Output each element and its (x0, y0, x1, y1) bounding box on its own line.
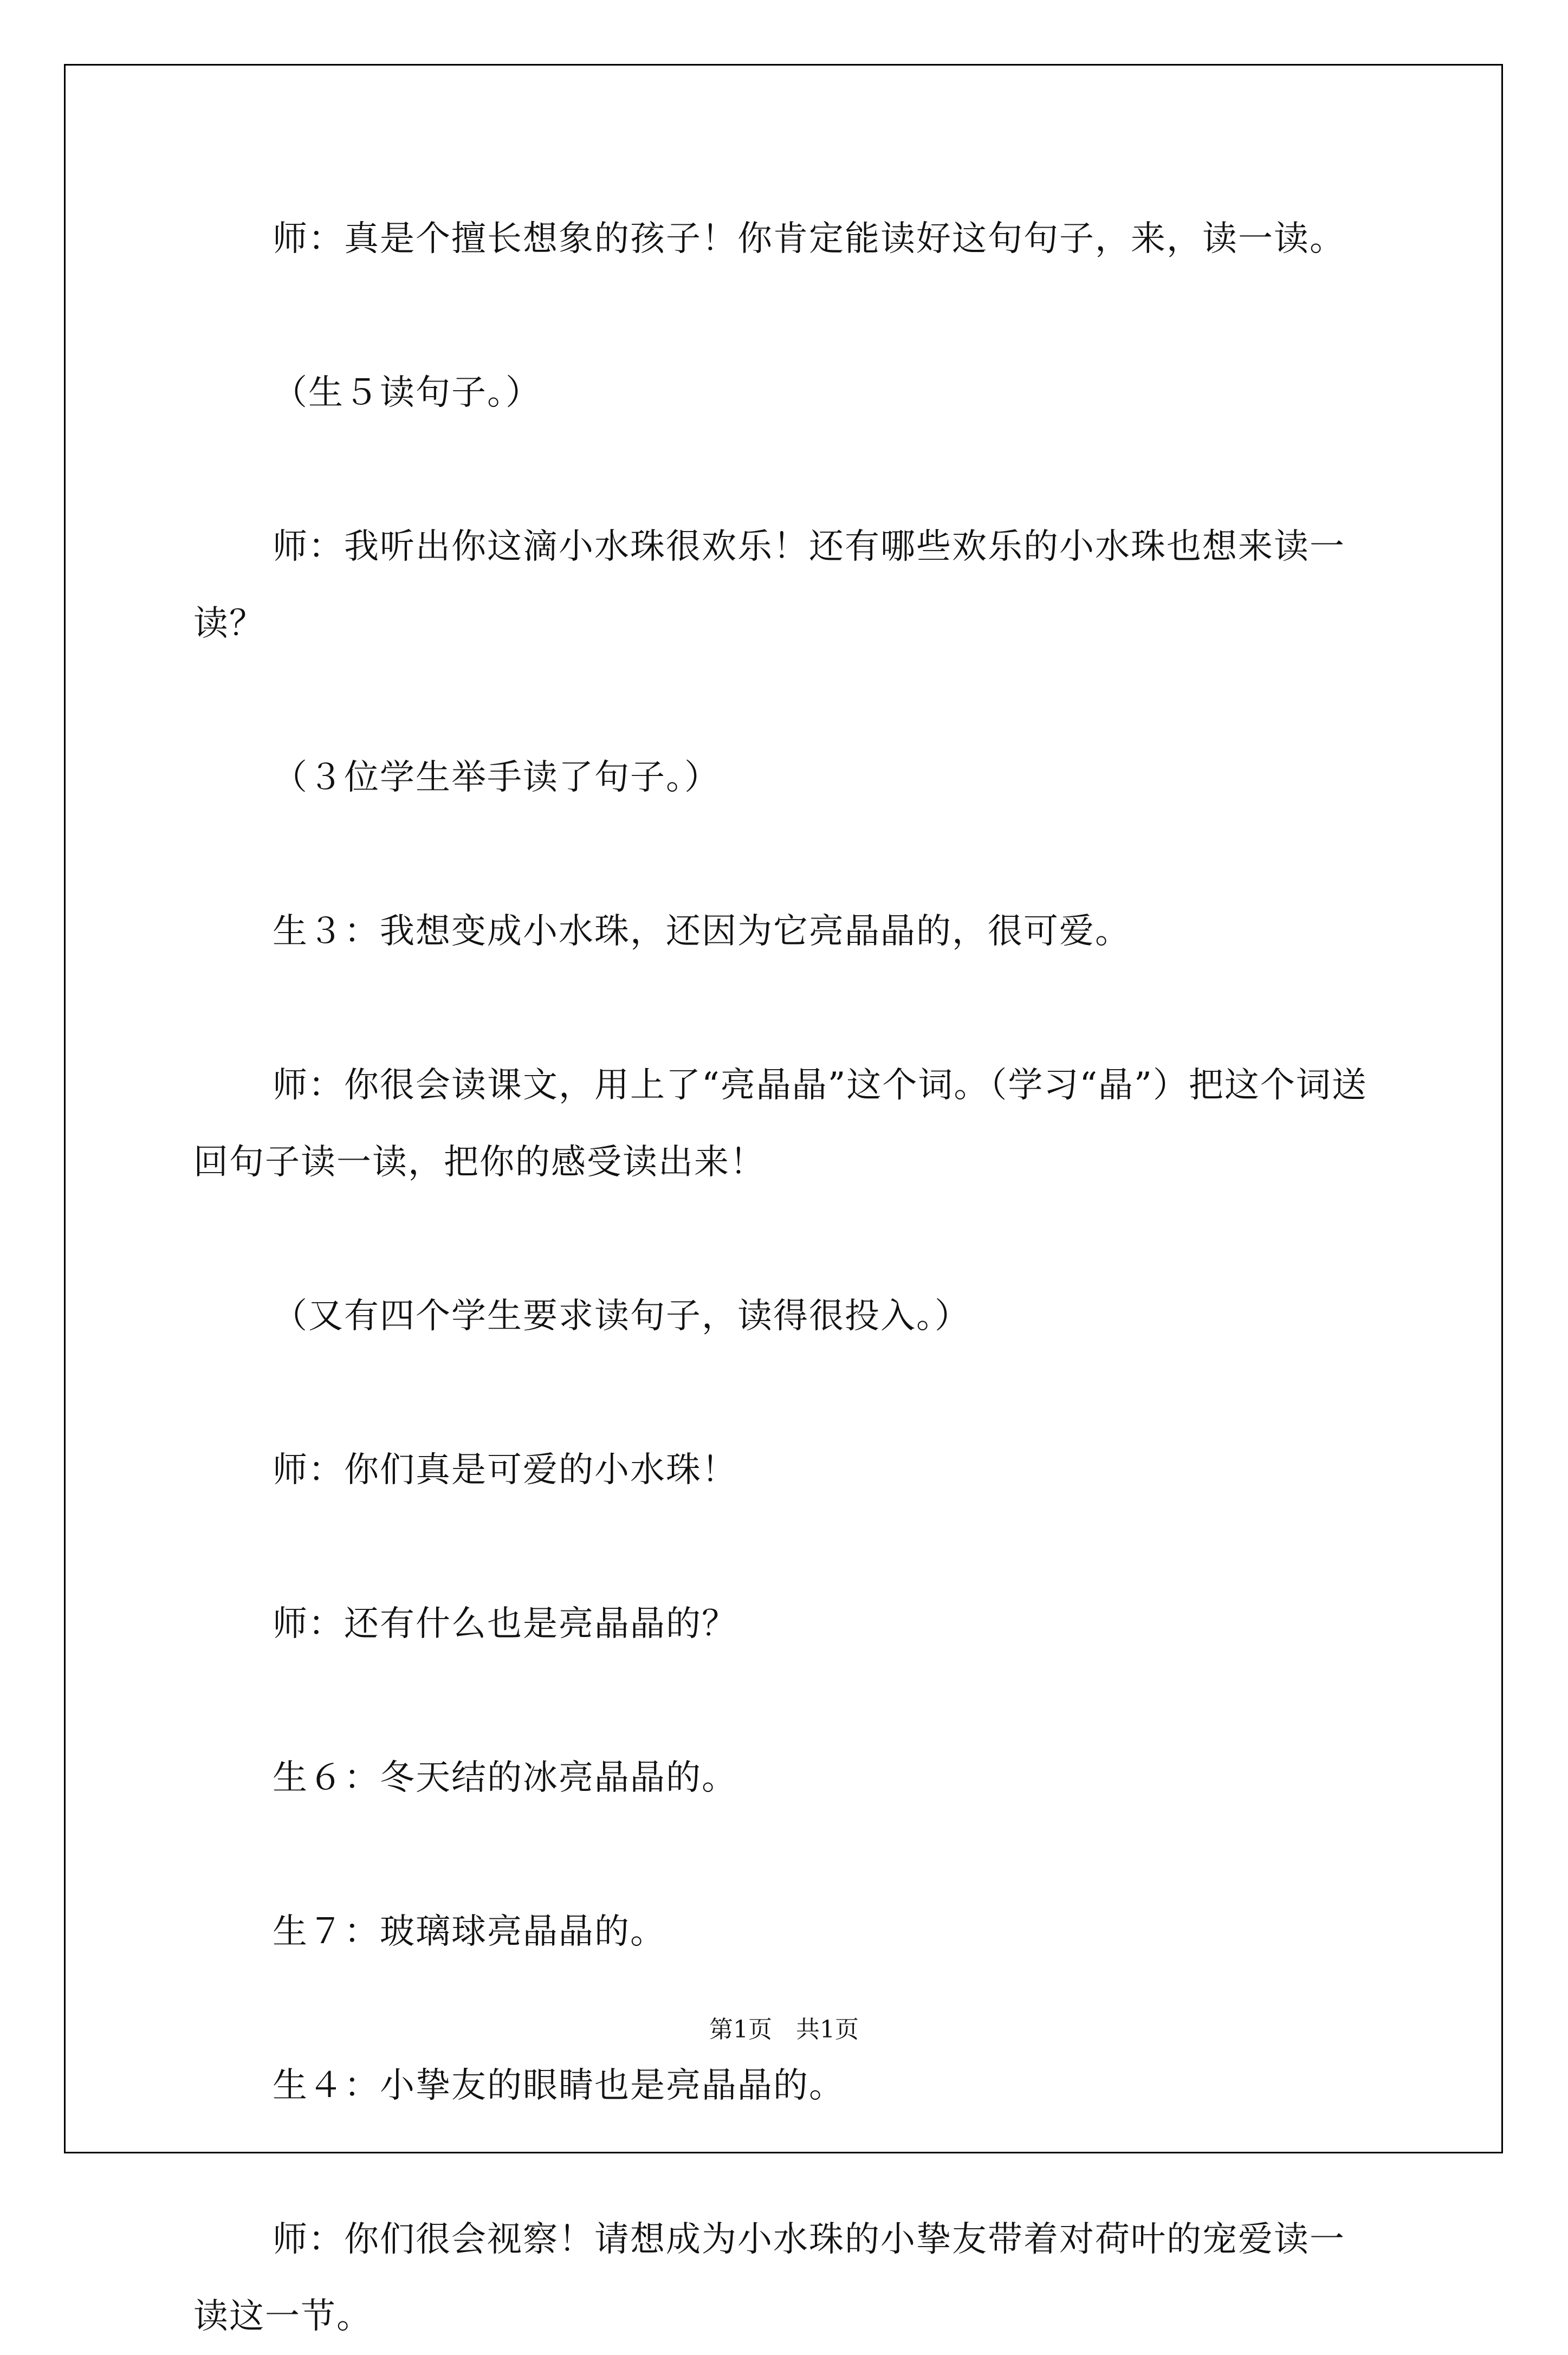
paragraph: 生６：冬天结的冰亮晶晶的。 (273, 1758, 737, 1798)
paragraph: 生３：我想变成小水珠，还因为它亮晶晶的，很可爱。 (273, 911, 1131, 952)
page-total: 共1页 (796, 2016, 859, 2043)
paragraph: 师：真是个擅长想象的孩子！你肯定能读好这句句子，来，读一读。 (273, 219, 1345, 259)
paragraph: （生５读句子。） (273, 373, 541, 413)
page-number: 第1页 (709, 2016, 772, 2043)
paragraph: 师：还有什么也是亮晶晶的？ (273, 1604, 737, 1644)
paragraph: 师：你们真是可爱的小水珠！ (273, 1450, 737, 1490)
paragraph: 师：你们很会视察！请想成为小水珠的小挚友带着对荷叶的宠爱读一读这一节。 (193, 2220, 1345, 2337)
paragraph: 生４：小挚友的眼睛也是亮晶晶的。 (273, 2066, 845, 2106)
page-footer (0, 2014, 1568, 2046)
paragraph: 生７：玻璃球亮晶晶的。 (273, 1912, 666, 1952)
paragraph: （又有四个学生要求读句子，读得很投入。） (273, 1296, 970, 1336)
paragraph: 师：你很会读课文，用上了“亮晶晶”这个词。（学习“晶”）把这个词送回句子读一读，把你的感受读出来！ (193, 1065, 1368, 1182)
paragraph: 师：我听出你这滴小水珠很欢乐！还有哪些欢乐的小水珠也想来读一读？ (193, 527, 1345, 644)
paragraph: （３位学生举手读了句子。） (273, 758, 720, 798)
